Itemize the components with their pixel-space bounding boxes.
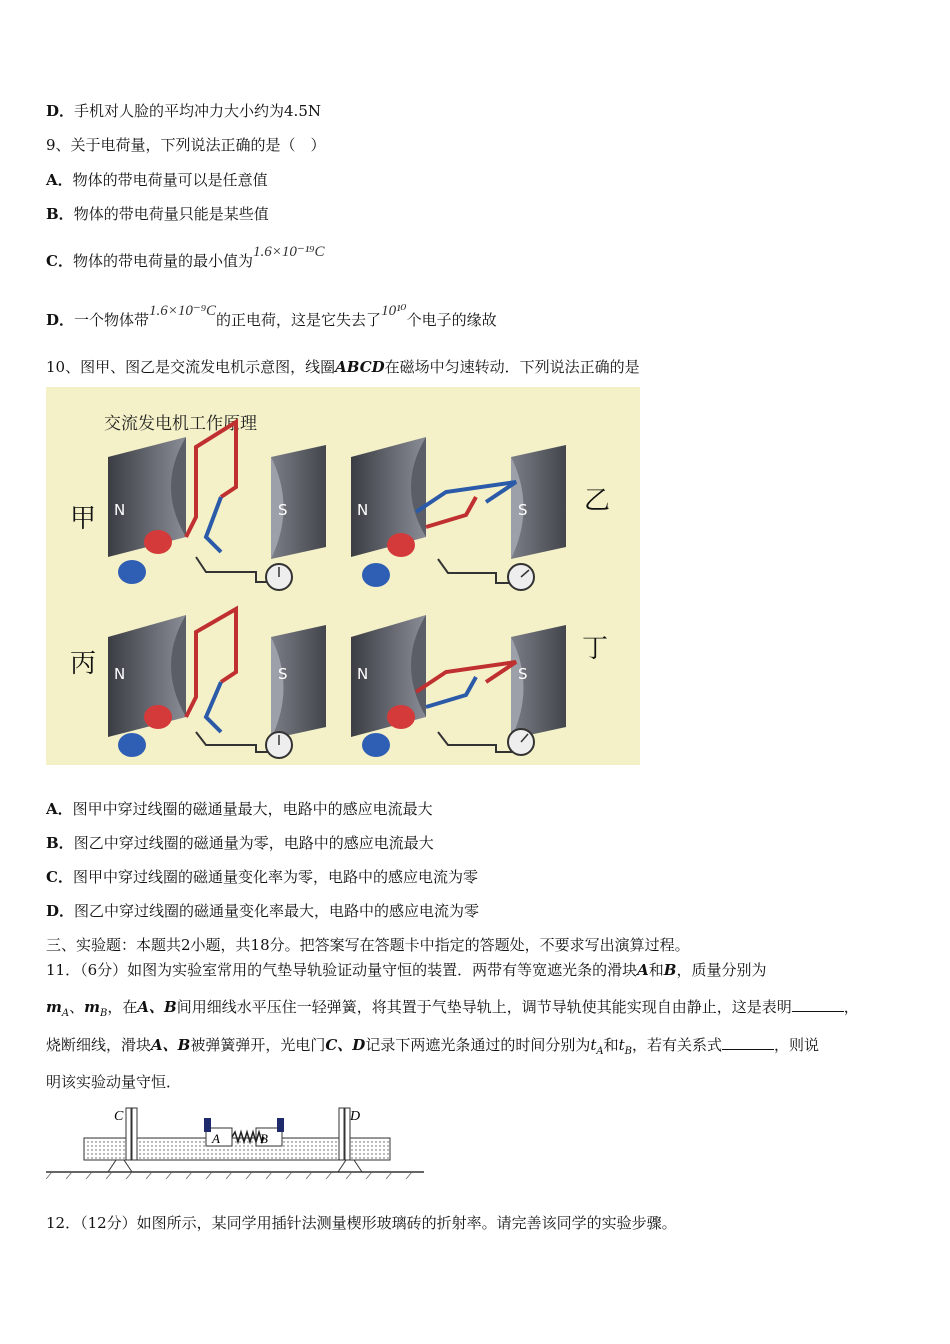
option-text-c: 个电子的缘故	[406, 311, 497, 329]
option-label: A．	[46, 800, 73, 818]
option-label: B．	[46, 834, 74, 852]
option-text: 图甲中穿过线圈的磁通量变化率为零，电路中的感应电流为零	[72, 868, 478, 886]
text: 和	[603, 1036, 619, 1054]
option-label: A．	[46, 171, 73, 189]
option-text-b: 的正电荷，这是它失去了	[216, 311, 382, 329]
option-text: 物体的带电荷量只能是某些值	[73, 205, 269, 223]
var-a: A	[637, 961, 649, 979]
q9-option-d	[46, 303, 497, 331]
pole-n-label: N	[114, 665, 126, 683]
pole-n-label: N	[114, 501, 126, 519]
section-3-heading: 三、实验题：本题共2小题，共18分。把答案写在答题卡中指定的答题处，不要求写出演算过程。	[46, 936, 690, 954]
text: ，在	[107, 998, 138, 1016]
q9-stem: 9、关于电荷量，下列说法正确的是（ ）	[46, 136, 326, 154]
slider-b-label: B	[260, 1131, 268, 1146]
math-charge: 1.6×10⁻¹⁹C	[252, 244, 325, 260]
var-cd: C、D	[325, 1036, 366, 1054]
math-count: 10¹⁰	[381, 303, 407, 319]
text: 11．（6分）如图为实验室常用的气垫导轨验证动量守恒的装置．两带有等宽遮光条的滑块	[46, 961, 638, 979]
var-ma: m	[46, 998, 62, 1016]
q11-line-3	[46, 1035, 819, 1062]
pole-s-label: S	[278, 501, 288, 519]
text: ，则说	[774, 1036, 820, 1054]
panel-label-bing: 丙	[70, 649, 97, 679]
option-text-a: 一个物体带	[74, 311, 150, 329]
panel-label-ding: 丁	[582, 634, 609, 664]
math-charge: 1.6×10⁻⁹C	[149, 303, 217, 319]
stem-part: 在磁场中匀速转动．下列说法正确的是	[384, 358, 640, 376]
text: 和	[648, 961, 664, 979]
text: ，	[843, 998, 859, 1016]
option-text: 物体的带电荷量可以是任意值	[72, 171, 268, 189]
air-track-diagram	[46, 1100, 426, 1180]
option-label: C．	[46, 252, 73, 270]
text: 被弹簧弹开，光电门	[190, 1036, 326, 1054]
q10-option-b	[46, 833, 434, 853]
pole-n-label: N	[357, 501, 369, 519]
text: 烧断细线，滑块	[46, 1036, 152, 1054]
var-ab: A、B	[151, 1036, 191, 1054]
var-mb: m	[84, 998, 100, 1016]
var-tb: t	[618, 1036, 625, 1054]
sub: A	[596, 1046, 604, 1057]
var-b: B	[663, 961, 677, 979]
q10-stem	[46, 357, 640, 377]
stem-part: 10、图甲、图乙是交流发电机示意图，线圈	[46, 358, 336, 376]
pole-s-label: S	[278, 665, 288, 683]
panel-label-jia: 甲	[70, 504, 97, 534]
panel-label-yi: 乙	[584, 486, 611, 516]
sub: A	[61, 1008, 70, 1019]
option-label: C．	[46, 868, 73, 886]
q9-option-a	[46, 170, 268, 190]
option-text: 手机对人脸的平均冲力大小约为4.5N	[74, 102, 321, 120]
q12-stem: 12．（12分）如图所示，某同学用插针法测量楔形玻璃砖的折射率。请完善该同学的实验步骤。	[46, 1214, 677, 1232]
option-label: D．	[46, 902, 75, 920]
pole-n-label: N	[357, 665, 369, 683]
gate-d-label: D	[350, 1109, 361, 1124]
answer-blank-2[interactable]	[722, 1035, 774, 1050]
generator-diagram	[46, 387, 640, 765]
gate-c-label: C	[114, 1109, 124, 1124]
pole-s-label: S	[518, 501, 528, 519]
slider-a-label: A	[212, 1131, 220, 1146]
var-ta: t	[590, 1036, 597, 1054]
text: ，质量分别为	[676, 961, 767, 979]
sub: B	[624, 1046, 632, 1057]
q11-line-2	[46, 997, 859, 1024]
option-text: 图乙中穿过线圈的磁通量变化率最大，电路中的感应电流为零	[74, 902, 480, 920]
text: 、	[69, 998, 85, 1016]
text: 记录下两遮光条通过的时间分别为	[365, 1036, 591, 1054]
option-text: 图乙中穿过线圈的磁通量为零，电路中的感应电流最大	[73, 834, 434, 852]
text: ，若有关系式	[632, 1036, 723, 1054]
var-ab: A、B	[137, 998, 177, 1016]
coil-label: ABCD	[335, 358, 385, 376]
option-label: B．	[46, 205, 74, 223]
pole-s-label: S	[518, 665, 528, 683]
answer-blank-1[interactable]	[792, 997, 844, 1012]
q9-option-c	[46, 244, 325, 272]
q10-option-a	[46, 799, 433, 819]
q9-option-b	[46, 204, 269, 224]
q10-option-d	[46, 901, 479, 921]
q11-line-1	[46, 960, 767, 980]
option-text: 图甲中穿过线圈的磁通量最大，电路中的感应电流最大	[72, 800, 433, 818]
q10-option-c	[46, 867, 478, 887]
text: 间用细线水平压住一轻弹簧，将其置于气垫导轨上，调节导轨使其能实现自由静止，这是表明	[176, 998, 792, 1016]
option-label: D．	[46, 102, 75, 120]
q11-line-4: 明该实验动量守恒．	[46, 1073, 182, 1091]
figure-title: 交流发电机工作原理	[104, 414, 257, 434]
generator-figure	[46, 387, 640, 765]
option-text: 物体的带电荷量的最小值为	[72, 252, 253, 270]
air-track-figure	[46, 1100, 426, 1180]
sub: B	[100, 1008, 108, 1019]
q8-option-d	[46, 101, 321, 121]
option-label: D．	[46, 311, 75, 329]
